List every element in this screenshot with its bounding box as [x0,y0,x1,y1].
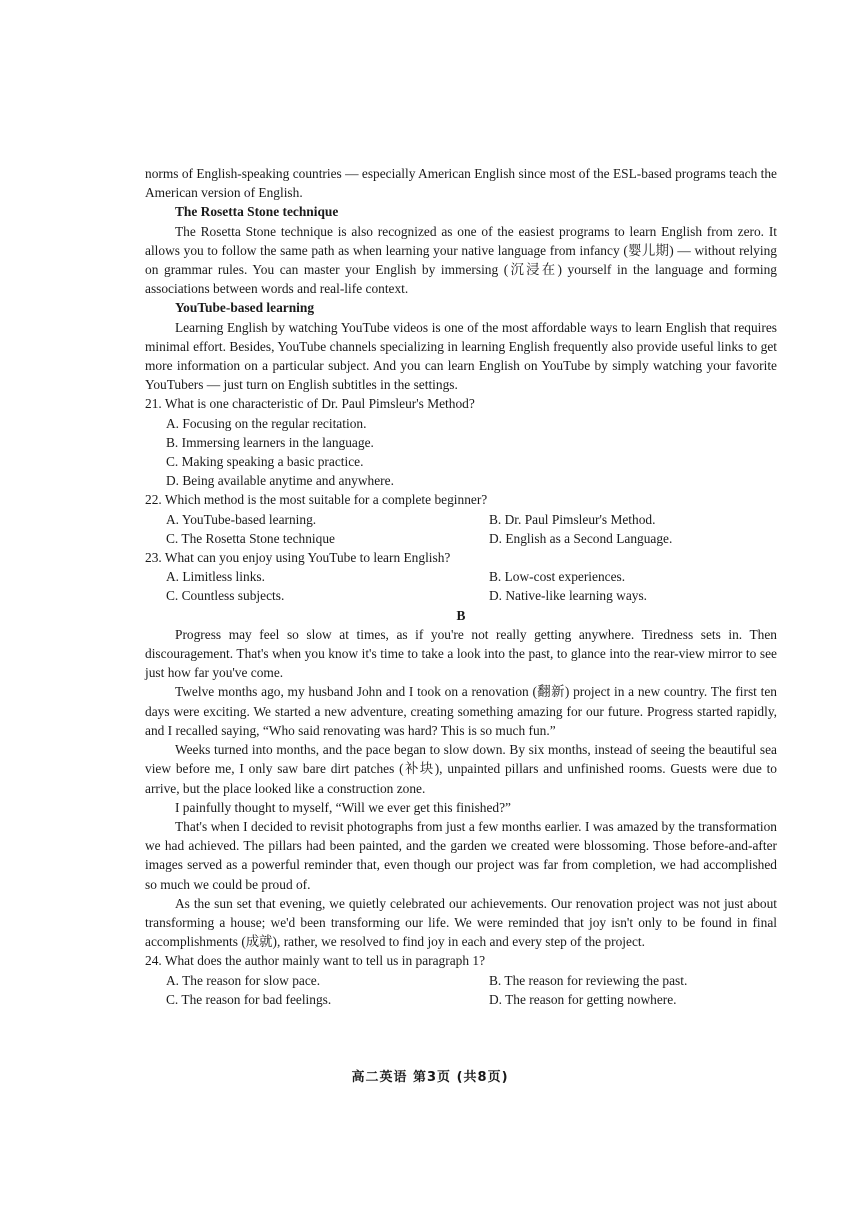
question-22-option-a: A. YouTube-based learning. [166,511,317,527]
question-22-option-b: B. Dr. Paul Pimsleur's Method. [489,511,656,527]
question-22-option-c: C. The Rosetta Stone technique [166,530,335,546]
rosetta-heading: The Rosetta Stone technique [175,204,339,220]
question-23-option-d: D. Native-like learning ways. [489,588,648,604]
question-24-option-d: D. The reason for getting nowhere. [489,991,677,1007]
question-22-options [145,510,777,548]
question-21-options [145,414,777,491]
question-21-option-d: D. Being available anytime and anywhere. [166,473,394,489]
youtube-paragraph: Learning English by watching YouTube videos is one of the most affordable ways to learn English that requires minimal effort. Besides, YouTube channels specializing in learning English frequently also provide useful links to get more information on a particular subject. And you can learn English on YouTube by simply watching your favorite YouTubers — just turn on English subtitles in the settings. [145,319,777,393]
passage-b-paragraph-4: I painfully thought to myself, “Will we ever get this finished?” [175,799,512,815]
question-23-option-c: C. Countless subjects. [166,588,285,604]
question-24-option-a: A. The reason for slow pace. [166,972,321,988]
question-21-option-c: C. Making speaking a basic practice. [166,454,364,470]
rosetta-paragraph: The Rosetta Stone technique is also recognized as one of the easiest programs to learn English from zero. It allows you to follow the same path as when learning your native language from infancy (婴儿期) — without relying on grammar rules. You can master your English by immersing (沉浸在) yourself in the language and forming associations between words and real-life context. [145,223,777,297]
question-24-option-c: C. The reason for bad feelings. [166,991,332,1007]
page-footer: 高二英语 第3页 (共8页) [351,1070,509,1085]
passage-b-paragraph-6: As the sun set that evening, we quietly celebrated our achievements. Our renovation project was not just about transforming a house; we'd been transforming our life. We were reminded that joy isn't only to be found in final accomplishments (成就), rather, we resolved to find joy in each and every step of the project. [145,895,777,950]
section-b-letter: B [456,607,466,623]
passage-b-paragraph-3: Weeks turned into months, and the pace began to slow down. By six months, instead of seeing the beautiful sea view before me, I only saw bare dirt patches (补块), unpainted pillars and unfinished rooms. Guests were due to arrive, but the place looked like a construction zone. [145,742,777,796]
exam-page [145,164,777,1009]
question-21-option-a: A. Focusing on the regular recitation. [166,415,367,431]
esl-continued-paragraph: norms of English-speaking countries — especially American English since most of the ESL-based programs teach the American version of English. [145,166,777,201]
question-21-stem: 21. What is one characteristic of Dr. Paul Pimsleur's Method? [145,396,475,412]
question-24-stem: 24. What does the author mainly want to tell us in paragraph 1? [145,953,486,969]
question-22-stem: 22. Which method is the most suitable for a complete beginner? [145,492,488,508]
passage-b-paragraph-2: Twelve months ago, my husband John and I took on a renovation (翻新) project in a new country. The first ten days were exciting. We started a new adventure, creating something amazing for our future. Progress started rapidly, and I recalled saying, “Who said renovating was hard? This is so much fun.” [145,684,777,738]
question-23-options [145,567,777,605]
question-21-option-b: B. Immersing learners in the language. [166,434,374,450]
question-23-option-a: A. Limitless links. [166,569,265,585]
question-23-stem: 23. What can you enjoy using YouTube to learn English? [145,550,451,566]
question-23-option-b: B. Low-cost experiences. [489,569,626,585]
passage-b-paragraph-5: That's when I decided to revisit photographs from just a few months earlier. I was amazed by the transformation we had achieved. The pillars had been painted, and the garden we created were blossoming. Those before-and-after images served as a powerful reminder that, even though our project was far from completion, we had accomplished so much we could be proud of. [145,818,777,892]
question-24-option-b: B. The reason for reviewing the past. [489,972,688,988]
question-22-option-d: D. English as a Second Language. [489,530,673,546]
passage-b-paragraph-1: Progress may feel so slow at times, as if you're not really getting anywhere. Tiredness sets in. Then discouragement. That's when you know it's time to take a look into the past, to glance into the rear-view mirror to see just how far you've come. [145,626,777,681]
question-24-options [145,971,777,1009]
youtube-heading: YouTube-based learning [175,300,315,316]
